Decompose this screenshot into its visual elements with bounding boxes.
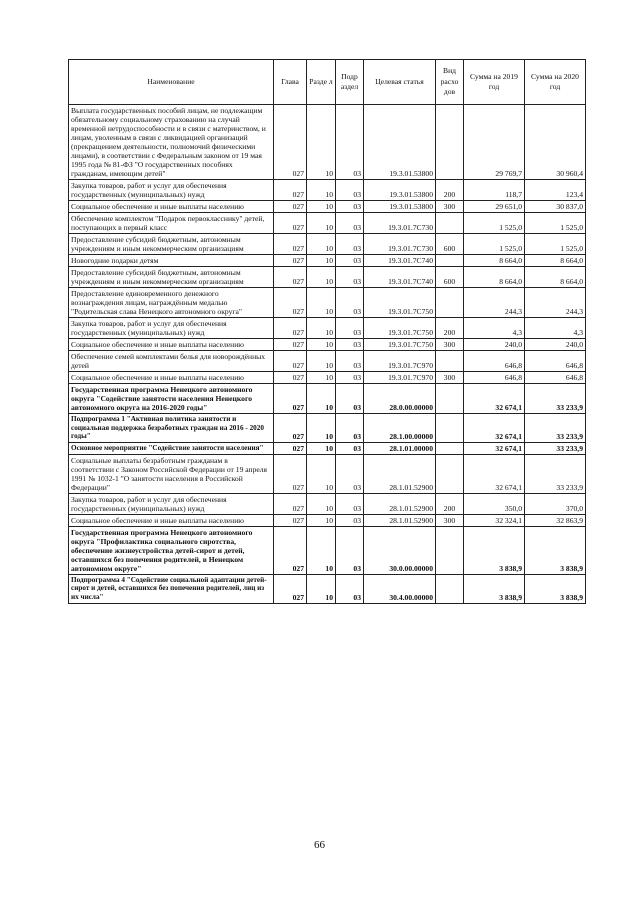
header-sum2019: Сумма на 2019 год (464, 60, 525, 105)
cell-stat: 19.3.01.7C730 (364, 213, 436, 234)
cell-name: Предоставление субсидий бюджетным, автономным учреждениям и иным некоммерческим организациям (69, 234, 274, 255)
cell-vid (436, 105, 464, 180)
cell-sum2019: 3 838,9 (464, 526, 525, 574)
cell-podrazdel: 03 (336, 234, 364, 255)
header-podrazdel: Подр аздел (336, 60, 364, 105)
cell-stat: 19.3.01.53800 (364, 201, 436, 213)
cell-podrazdel: 03 (336, 267, 364, 288)
table-row (69, 180, 586, 201)
cell-name: Закупка товаров, работ и услуг для обеспечения государственных (муниципальных) нужд (69, 180, 274, 201)
cell-sum2019: 32 674,1 (464, 384, 525, 414)
header-glava: Глава (274, 60, 307, 105)
cell-stat: 19.3.01.7C970 (364, 372, 436, 384)
cell-razdel: 10 (307, 493, 336, 514)
cell-name: Подпрограмма 4 "Содействие социальной адаптации детей-сирот и детей, оставшихся без попечения родителей, лиц из их числа" (69, 574, 274, 603)
cell-sum2019: 8 664,0 (464, 255, 525, 267)
cell-glava: 027 (274, 493, 307, 514)
cell-glava: 027 (274, 372, 307, 384)
cell-stat: 19.3.01.7C730 (364, 234, 436, 255)
cell-stat: 19.3.01.7C750 (364, 339, 436, 351)
cell-razdel: 10 (307, 180, 336, 201)
cell-vid: 300 (436, 372, 464, 384)
cell-vid (436, 414, 464, 443)
table-row (69, 442, 586, 454)
cell-sum2019: 32 674,1 (464, 442, 525, 454)
cell-razdel: 10 (307, 255, 336, 267)
cell-sum2020: 33 233,9 (525, 454, 586, 493)
cell-razdel: 10 (307, 526, 336, 574)
cell-vid: 300 (436, 514, 464, 526)
cell-sum2020: 240,0 (525, 339, 586, 351)
cell-name: Социальное обеспечение и иные выплаты населению (69, 514, 274, 526)
cell-podrazdel: 03 (336, 105, 364, 180)
table-row (69, 234, 586, 255)
cell-stat: 19.3.01.53800 (364, 180, 436, 201)
table-row (69, 267, 586, 288)
cell-podrazdel: 03 (336, 201, 364, 213)
cell-sum2019: 350,0 (464, 493, 525, 514)
table-row (69, 255, 586, 267)
cell-glava: 027 (274, 514, 307, 526)
cell-vid: 200 (436, 318, 464, 339)
cell-name: Государственная программа Ненецкого автономного округа "Профилактика социального сиротства, обеспечение жизнеустройства детей-сирот и детей, оставшихся без попечения родителей, в Ненецком автономном округе" (69, 526, 274, 574)
cell-vid: 300 (436, 201, 464, 213)
cell-glava: 027 (274, 201, 307, 213)
cell-stat: 28.1.01.52900 (364, 514, 436, 526)
cell-razdel: 10 (307, 454, 336, 493)
cell-glava: 027 (274, 234, 307, 255)
budget-table-page (68, 59, 585, 604)
header-sum2020: Сумма на 2020 год (525, 60, 586, 105)
cell-sum2020: 646,8 (525, 372, 586, 384)
cell-name: Выплата государственных пособий лицам, не подлежащим обязательному социальному страхованию на случай временной нетрудоспособности и в связи с материнством, и лицам, уволенным в связи с ликвидацией организаций (прекращением деятельности, полномочий физическими лицами), в соответствии с Федеральным законом от 19 мая 1995 года № 81-ФЗ "О государственных пособиях гражданам, имеющим детей" (69, 105, 274, 180)
cell-sum2019: 32 674,1 (464, 414, 525, 443)
cell-name: Социальное обеспечение и иные выплаты населению (69, 339, 274, 351)
cell-vid (436, 442, 464, 454)
cell-sum2019: 32 324,1 (464, 514, 525, 526)
cell-glava: 027 (274, 318, 307, 339)
cell-vid: 600 (436, 234, 464, 255)
cell-razdel: 10 (307, 201, 336, 213)
cell-name: Социальное обеспечение и иные выплаты населению (69, 372, 274, 384)
cell-razdel: 10 (307, 213, 336, 234)
cell-sum2020: 123,4 (525, 180, 586, 201)
cell-name: Новогодние подарки детям (69, 255, 274, 267)
cell-name: Социальное обеспечение и иные выплаты населению (69, 201, 274, 213)
cell-name: Подпрограмма 1 "Активная политика занятости и социальная поддержка безработных граждан на 2016 - 2020 годы" (69, 414, 274, 443)
cell-name: Предоставление субсидий бюджетным, автономным учреждениям и иным некоммерческим организациям (69, 267, 274, 288)
cell-razdel: 10 (307, 514, 336, 526)
cell-vid: 200 (436, 180, 464, 201)
cell-glava: 027 (274, 384, 307, 414)
cell-vid (436, 288, 464, 318)
budget-table (68, 59, 586, 604)
cell-podrazdel: 03 (336, 526, 364, 574)
cell-podrazdel: 03 (336, 574, 364, 603)
cell-razdel: 10 (307, 384, 336, 414)
cell-sum2019: 1 525,0 (464, 234, 525, 255)
cell-podrazdel: 03 (336, 442, 364, 454)
table-body (69, 105, 586, 604)
cell-glava: 027 (274, 414, 307, 443)
cell-sum2020: 4,3 (525, 318, 586, 339)
cell-vid (436, 351, 464, 372)
cell-podrazdel: 03 (336, 514, 364, 526)
cell-sum2020: 33 233,9 (525, 442, 586, 454)
cell-sum2020: 8 664,0 (525, 267, 586, 288)
cell-vid (436, 574, 464, 603)
cell-sum2020: 8 664,0 (525, 255, 586, 267)
cell-name: Закупка товаров, работ и услуг для обеспечения государственных (муниципальных) нужд (69, 493, 274, 514)
cell-name: Государственная программа Ненецкого автономного округа "Содействие занятости населения Ненецкого автономного округа на 2016-2020 годы" (69, 384, 274, 414)
table-row (69, 288, 586, 318)
header-stat: Целевая статья (364, 60, 436, 105)
table-row (69, 574, 586, 603)
cell-razdel: 10 (307, 339, 336, 351)
cell-sum2019: 29 651,0 (464, 201, 525, 213)
cell-glava: 027 (274, 526, 307, 574)
cell-sum2019: 646,8 (464, 372, 525, 384)
table-row (69, 514, 586, 526)
cell-razdel: 10 (307, 318, 336, 339)
cell-name: Обеспечение семей комплектами белья для новорождённых детей (69, 351, 274, 372)
table-row (69, 318, 586, 339)
cell-razdel: 10 (307, 105, 336, 180)
cell-sum2020: 1 525,0 (525, 234, 586, 255)
cell-vid (436, 213, 464, 234)
cell-sum2019: 32 674,1 (464, 454, 525, 493)
cell-stat: 28.0.00.00000 (364, 384, 436, 414)
cell-sum2019: 118,7 (464, 180, 525, 201)
cell-podrazdel: 03 (336, 454, 364, 493)
cell-sum2019: 3 838,9 (464, 574, 525, 603)
table-row (69, 201, 586, 213)
table-row (69, 454, 586, 493)
cell-vid (436, 526, 464, 574)
cell-razdel: 10 (307, 234, 336, 255)
cell-sum2020: 30 837,0 (525, 201, 586, 213)
table-row (69, 384, 586, 414)
cell-name: Основное мероприятие "Содействие занятости населения" (69, 442, 274, 454)
header-row (69, 60, 586, 105)
cell-stat: 28.1.01.52900 (364, 493, 436, 514)
cell-podrazdel: 03 (336, 288, 364, 318)
cell-podrazdel: 03 (336, 255, 364, 267)
cell-stat: 19.3.01.7C750 (364, 318, 436, 339)
cell-stat: 30.4.00.00000 (364, 574, 436, 603)
cell-glava: 027 (274, 288, 307, 318)
cell-name: Обеспечение комплектом "Подарок первокласснику" детей, поступающих в первый класс (69, 213, 274, 234)
cell-podrazdel: 03 (336, 372, 364, 384)
cell-sum2020: 244,3 (525, 288, 586, 318)
table-row (69, 105, 586, 180)
cell-glava: 027 (274, 255, 307, 267)
cell-name: Закупка товаров, работ и услуг для обеспечения государственных (муниципальных) нужд (69, 318, 274, 339)
cell-stat: 30.0.00.00000 (364, 526, 436, 574)
cell-sum2020: 33 233,9 (525, 384, 586, 414)
cell-razdel: 10 (307, 351, 336, 372)
cell-glava: 027 (274, 454, 307, 493)
cell-vid: 300 (436, 339, 464, 351)
cell-stat: 19.3.01.7C740 (364, 267, 436, 288)
cell-podrazdel: 03 (336, 493, 364, 514)
cell-razdel: 10 (307, 574, 336, 603)
table-row (69, 372, 586, 384)
cell-stat: 19.3.01.7C740 (364, 255, 436, 267)
cell-sum2020: 370,0 (525, 493, 586, 514)
cell-stat: 19.3.01.7C970 (364, 351, 436, 372)
table-row (69, 414, 586, 443)
cell-podrazdel: 03 (336, 351, 364, 372)
table-row (69, 213, 586, 234)
cell-vid (436, 255, 464, 267)
cell-stat: 28.1.01.00000 (364, 442, 436, 454)
cell-podrazdel: 03 (336, 213, 364, 234)
cell-sum2020: 32 863,9 (525, 514, 586, 526)
header-name: Наименование (69, 60, 274, 105)
cell-sum2020: 30 960,4 (525, 105, 586, 180)
cell-glava: 027 (274, 267, 307, 288)
cell-vid: 600 (436, 267, 464, 288)
cell-sum2020: 646,8 (525, 351, 586, 372)
cell-razdel: 10 (307, 414, 336, 443)
table-row (69, 526, 586, 574)
cell-sum2019: 8 664,0 (464, 267, 525, 288)
cell-vid (436, 454, 464, 493)
cell-razdel: 10 (307, 288, 336, 318)
cell-stat: 19.3.01.7C750 (364, 288, 436, 318)
cell-sum2019: 4,3 (464, 318, 525, 339)
page-number: 66 (314, 839, 325, 851)
cell-glava: 027 (274, 442, 307, 454)
cell-sum2020: 1 525,0 (525, 213, 586, 234)
cell-sum2019: 240,0 (464, 339, 525, 351)
cell-sum2019: 29 769,7 (464, 105, 525, 180)
cell-glava: 027 (274, 105, 307, 180)
cell-sum2020: 3 838,9 (525, 526, 586, 574)
cell-razdel: 10 (307, 372, 336, 384)
table-row (69, 339, 586, 351)
cell-glava: 027 (274, 351, 307, 372)
cell-sum2020: 33 233,9 (525, 414, 586, 443)
cell-sum2019: 244,3 (464, 288, 525, 318)
cell-name: Предоставление единовременного денежного вознаграждения лицам, награждённым медалью "Родительская слава Ненецкого автономного округа" (69, 288, 274, 318)
cell-sum2019: 646,8 (464, 351, 525, 372)
header-razdel: Разде л (307, 60, 336, 105)
cell-glava: 027 (274, 339, 307, 351)
table-row (69, 351, 586, 372)
cell-podrazdel: 03 (336, 414, 364, 443)
cell-podrazdel: 03 (336, 384, 364, 414)
cell-glava: 027 (274, 574, 307, 603)
cell-podrazdel: 03 (336, 180, 364, 201)
cell-vid: 200 (436, 493, 464, 514)
cell-name: Социальные выплаты безработным гражданам в соответствии с Законом Российской Федерации от 19 апреля 1991 № 1032-1 "О занятости населения в Российской Федерации" (69, 454, 274, 493)
cell-glava: 027 (274, 213, 307, 234)
cell-stat: 28.1.01.52900 (364, 454, 436, 493)
cell-sum2020: 3 838,9 (525, 574, 586, 603)
cell-stat: 28.1.00.00000 (364, 414, 436, 443)
cell-sum2019: 1 525,0 (464, 213, 525, 234)
cell-razdel: 10 (307, 442, 336, 454)
table-row (69, 493, 586, 514)
cell-glava: 027 (274, 180, 307, 201)
cell-razdel: 10 (307, 267, 336, 288)
cell-podrazdel: 03 (336, 318, 364, 339)
cell-stat: 19.3.01.53800 (364, 105, 436, 180)
cell-podrazdel: 03 (336, 339, 364, 351)
header-vid: Вид расхо дов (436, 60, 464, 105)
cell-vid (436, 384, 464, 414)
